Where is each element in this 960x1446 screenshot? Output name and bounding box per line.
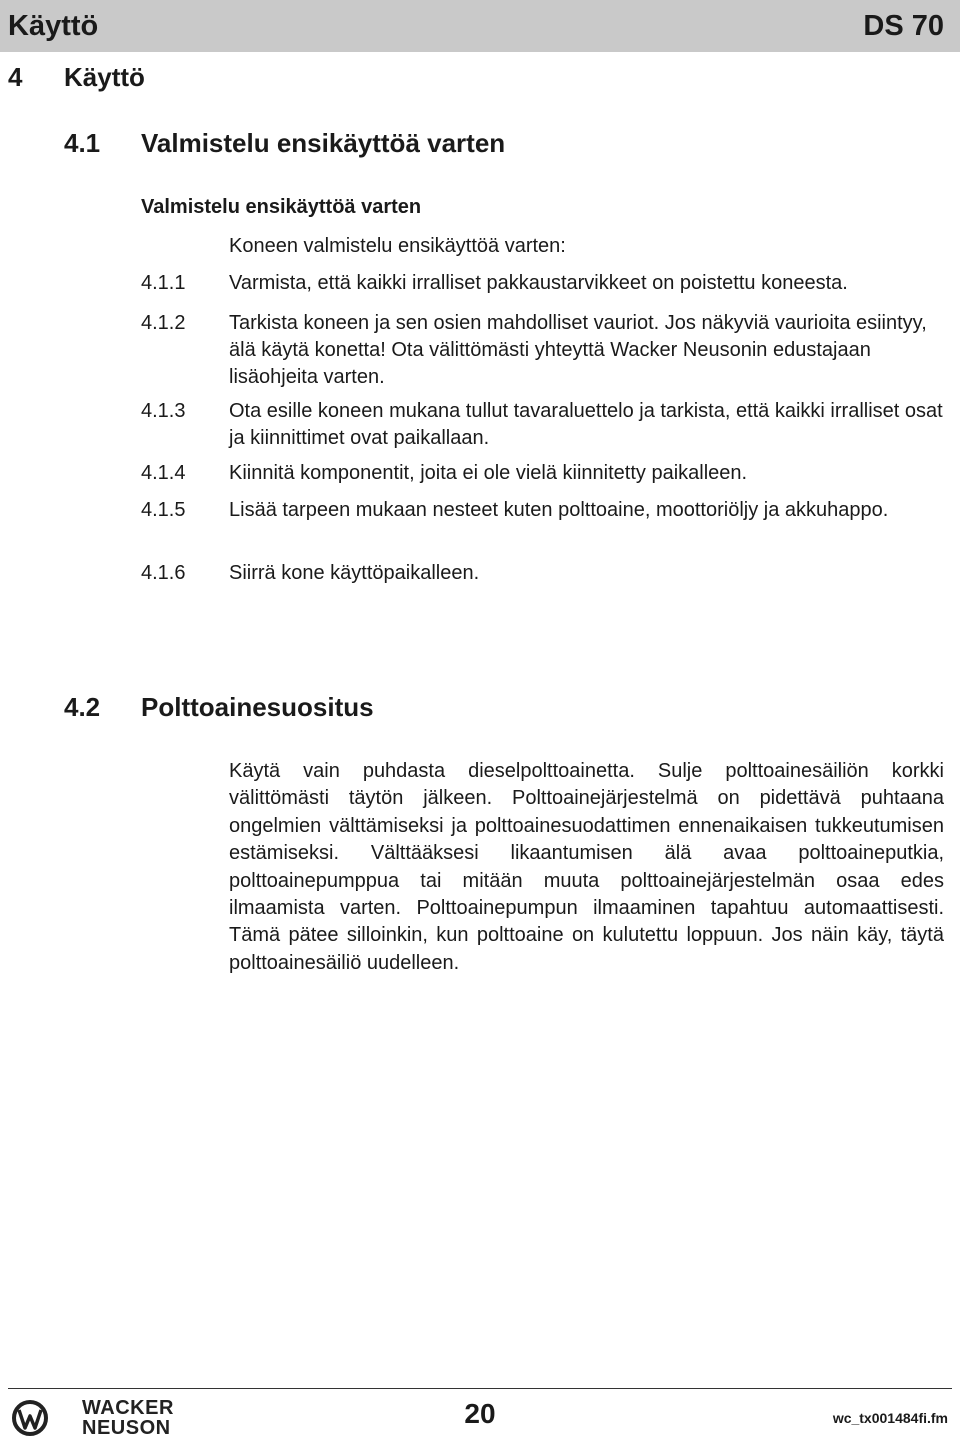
page-number: 20: [464, 1398, 496, 1429]
logo-line: WACKER: [82, 1397, 174, 1419]
header-title: Käyttö: [8, 10, 99, 42]
step-number: 4.1.5: [141, 499, 186, 521]
file-name: wc_tx001484fi.fm: [832, 1410, 948, 1426]
step-number: 4.1.1: [141, 272, 186, 294]
step-text: Kiinnitä komponentit, joita ei ole vielä kiinnitetty paikalleen.: [229, 462, 748, 484]
step-text: Ota esille koneen mukana tullut tavaraluettelo ja tarkista, että kaikki irralliset osat ja kiinnittimet ovat paikallaan.: [229, 400, 943, 449]
step-text: Lisää tarpeen mukaan nesteet kuten polttoaine, moottoriöljy ja akkuhappo.: [229, 499, 889, 521]
step-number: 4.1.2: [141, 312, 186, 334]
section-number: 4.2: [64, 692, 101, 722]
body-paragraph: Käytä vain puhdasta dieselpolttoainetta. Sulje polttoainesäiliön korkki välittömästi täytön jälkeen. Polttoainejärjestelmä on pidettävä puhtaana ongelmien välttämiseksi ja polttoainesuodattimen ennenaikaisen tukkeutumisen estämiseksi. Välttääksesi likaantumisen älä avaa polttoaineputkia, polttoainepumppua tai mitään muuta polttoainejärjestelmän osaa edes ilmaamista varten. Polttoainepumpun ilmaaminen tapahtuu automaattisesti. Tämä pätee silloinkin, kun polttoaine on kulutettu loppuun. Jos näin käy, täytä polttoainesäiliö uudelleen.: [229, 760, 944, 974]
section-title: Polttoainesuositus: [141, 692, 374, 722]
logo-line: NEUSON: [82, 1417, 171, 1439]
section-title: Valmistelu ensikäyttöä varten: [141, 128, 506, 158]
sub-heading: Valmistelu ensikäyttöä varten: [141, 196, 422, 218]
step-number: 4.1.3: [141, 400, 186, 422]
header-model: DS 70: [863, 10, 944, 42]
step-text: Tarkista koneen ja sen osien mahdolliset vauriot. Jos näkyviä vaurioita esiintyy, älä käytä konetta! Ota välittömästi yhteyttä Wacker Neusonin edustajaan lisäohjeita varten.: [229, 312, 927, 388]
logo-wordmark: [82, 1398, 174, 1438]
step-text: Siirrä kone käyttöpaikalleen.: [229, 562, 480, 584]
wacker-neuson-logo-icon: [12, 1398, 48, 1443]
step-number: 4.1.4: [141, 462, 186, 484]
header-bar: [0, 0, 960, 52]
chapter-title: Käyttö: [64, 62, 145, 92]
footer-divider: [8, 1388, 952, 1389]
section-number: 4.1: [64, 128, 101, 158]
step-text: Varmista, että kaikki irralliset pakkaustarvikkeet on poistettu koneesta.: [229, 272, 848, 294]
step-number: 4.1.6: [141, 562, 186, 584]
chapter-number: 4: [8, 62, 23, 92]
intro-text: Koneen valmistelu ensikäyttöä varten:: [229, 235, 566, 257]
